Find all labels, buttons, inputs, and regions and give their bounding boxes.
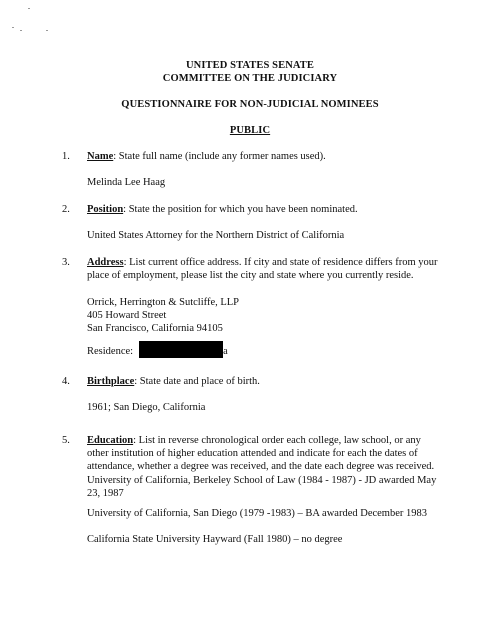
scan-speck	[12, 27, 14, 28]
question-prompt: : State full name (include any former names used).	[113, 151, 326, 162]
answer-line: San Francisco, California 94105	[87, 323, 223, 334]
question-label: Position	[87, 204, 124, 215]
question-3-address	[87, 256, 439, 282]
question-label: Birthplace	[87, 376, 135, 387]
question-number: 1.	[62, 151, 70, 162]
question-label: Address	[87, 257, 124, 268]
answer-line: Melinda Lee Haag	[87, 177, 166, 188]
question-5-education	[87, 434, 439, 473]
answer-line: 1961; San Diego, California	[87, 402, 206, 413]
residence-line	[87, 341, 439, 358]
question-prompt: : State date and place of birth.	[134, 376, 260, 387]
question-4-birthplace	[87, 375, 439, 388]
scan-speck	[46, 30, 48, 31]
answer-line: University of California, Berkeley School of Law (1984 - 1987) - JD awarded May 23, 1987	[87, 475, 437, 499]
question-label: Name	[87, 151, 114, 162]
header-questionnaire-title: QUESTIONNAIRE FOR NON-JUDICIAL NOMINEES	[121, 99, 379, 110]
question-prompt: : State the position for which you have been nominated.	[123, 204, 358, 215]
question-label: Education	[87, 435, 134, 446]
question-1-name	[87, 150, 439, 163]
question-number: 5.	[62, 435, 70, 446]
question-number: 3.	[62, 257, 70, 268]
question-number: 2.	[62, 204, 70, 215]
question-prompt: : List current office address. If city and state of residence differs from your place of employment, please list the city and state where you currently reside.	[87, 257, 438, 281]
header-senate: UNITED STATES SENATE	[185, 60, 315, 71]
scan-speck	[28, 8, 30, 9]
answer-line: United States Attorney for the Northern District of California	[87, 230, 345, 241]
redaction-box	[139, 341, 223, 358]
answer-line: University of California, San Diego (1979 -1983) – BA awarded December 1983	[87, 508, 427, 519]
header-committee: COMMITTEE ON THE JUDICIARY	[162, 73, 338, 84]
question-prompt: : List in reverse chronological order each college, law school, or any other institution of higher education attended and indicate for each the dates of attendance, whether a degree was received, and the date each degree was received.	[87, 435, 435, 472]
question-number: 4.	[62, 376, 70, 387]
answer-line: California State University Hayward (Fall 1980) – no degree	[87, 534, 343, 545]
residence-label: Residence:	[87, 346, 134, 357]
scan-speck	[20, 30, 22, 31]
residence-trailing-text: a	[223, 346, 228, 357]
answer-line: 405 Howard Street	[87, 310, 167, 321]
header-public: PUBLIC	[229, 125, 271, 136]
answer-line: Orrick, Herrington & Sutcliffe, LLP	[87, 297, 240, 308]
question-2-position	[87, 203, 439, 216]
